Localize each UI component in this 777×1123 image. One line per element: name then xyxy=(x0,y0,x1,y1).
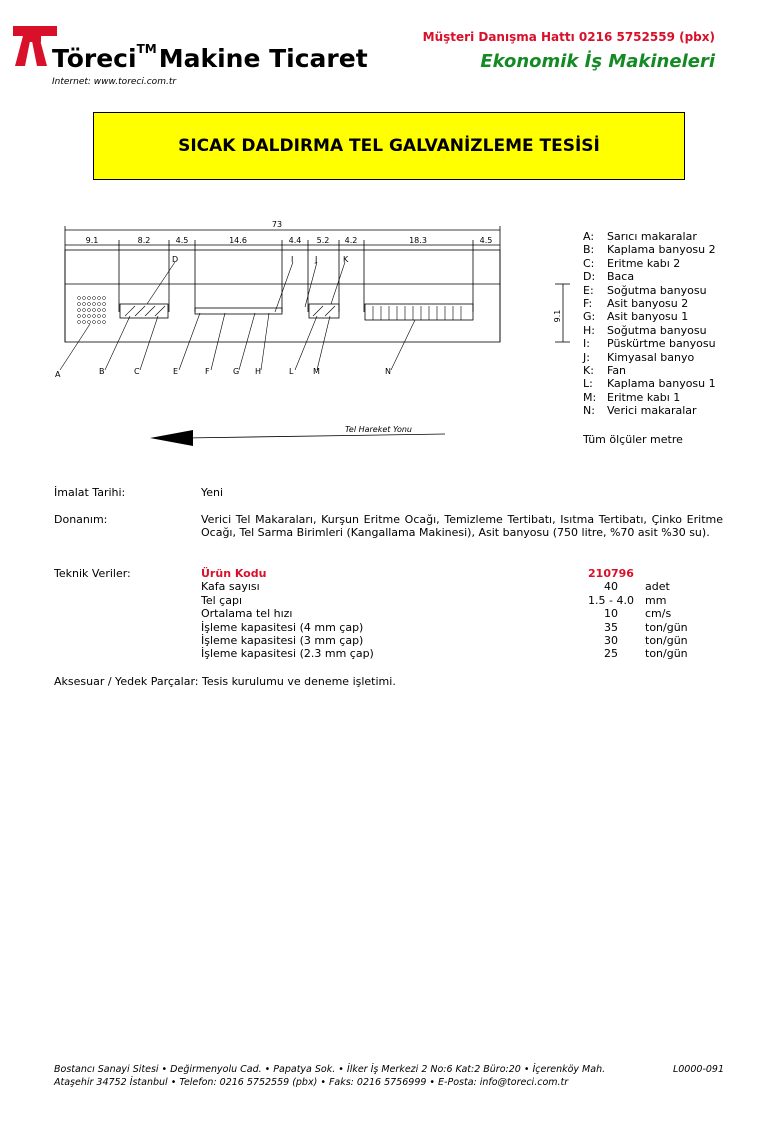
component-letter: F xyxy=(205,367,210,376)
legend-label: Kimyasal banyo xyxy=(607,350,695,364)
legend-label: Sarıcı makaralar xyxy=(607,230,697,243)
legend-label: Verici makaralar xyxy=(607,404,697,418)
product-code-row xyxy=(201,567,731,580)
legend-item xyxy=(583,310,716,323)
spec-value: 25 xyxy=(604,647,618,661)
spec-value: 1.5 - 4.0 xyxy=(588,593,634,607)
spec-value: 30 xyxy=(604,634,618,648)
accessories-text: Aksesuar / Yedek Parçalar: Tesis kurulumu ve deneme işletimi. xyxy=(54,675,396,688)
manufacture-date-value: Yeni xyxy=(201,486,224,499)
legend-label: Asit banyosu 1 xyxy=(607,310,689,324)
spec-value: 40 xyxy=(604,580,618,594)
technical-data-table xyxy=(201,567,731,661)
spec-name: Tel çapı xyxy=(201,593,242,607)
units-note: Tüm ölçüler metre xyxy=(583,433,683,446)
dimension-label: 4.5 xyxy=(175,236,189,245)
spec-unit: ton/gün xyxy=(645,634,688,648)
spec-unit: cm/s xyxy=(645,607,672,621)
manufacture-date-label: İmalat Tarihi: xyxy=(54,486,126,499)
legend-key: G: xyxy=(583,310,596,324)
component-letter: L xyxy=(289,367,294,376)
dimension-overall: 73 xyxy=(271,220,283,229)
spec-name: İşleme kapasitesi (2.3 mm çap) xyxy=(201,647,374,661)
legend-key: A: xyxy=(583,230,595,243)
legend-item xyxy=(583,337,716,350)
legend-label: Soğutma banyosu xyxy=(607,283,707,297)
trademark-mark: TM xyxy=(136,42,157,56)
product-code-label: Ürün Kodu xyxy=(201,567,267,580)
component-letter: C xyxy=(134,367,140,376)
legend-key: N: xyxy=(583,404,595,418)
table-row xyxy=(201,647,731,660)
spec-unit: mm xyxy=(645,593,667,607)
legend-key: I: xyxy=(583,337,590,351)
legend-item xyxy=(583,270,716,283)
spec-name: Kafa sayısı xyxy=(201,580,260,594)
dimension-label: 4.4 xyxy=(288,236,302,245)
legend-label: Fan xyxy=(607,364,627,378)
slogan: Ekonomik İş Makineleri xyxy=(480,51,715,72)
dimension-label: 14.6 xyxy=(229,236,247,245)
page-title: SICAK DALDIRMA TEL GALVANİZLEME TESİSİ xyxy=(93,112,685,180)
legend-key: J: xyxy=(583,350,590,364)
table-row xyxy=(201,621,731,634)
direction-label: Tel Hareket Yonu xyxy=(345,425,412,434)
legend-item xyxy=(583,404,716,417)
legend-item xyxy=(583,324,716,337)
component-letter: D xyxy=(172,255,179,264)
legend-key: F: xyxy=(583,297,593,311)
legend-key: M: xyxy=(583,390,597,404)
spec-name: İşleme kapasitesi (3 mm çap) xyxy=(201,634,364,648)
table-row xyxy=(201,594,731,607)
component-letter: J xyxy=(315,255,318,264)
spec-name: Ortalama tel hızı xyxy=(201,607,293,621)
dimension-label: 18.3 xyxy=(409,236,427,245)
legend-item xyxy=(583,243,716,256)
brand-name: Töreci™Makine Ticaret xyxy=(52,42,368,73)
component-letter: E xyxy=(173,367,179,376)
technical-data-label: Teknik Veriler: xyxy=(54,567,131,580)
legend-label: Eritme kabı 2 xyxy=(607,256,681,270)
legend-label: Kaplama banyosu 2 xyxy=(607,243,716,257)
component-letter: N xyxy=(385,367,391,376)
dimension-height: 9.1 xyxy=(553,309,562,323)
dimension-label: 5.2 xyxy=(316,236,330,245)
spec-unit: adet xyxy=(645,580,670,594)
legend-key: C: xyxy=(583,256,595,270)
company-logo-icon xyxy=(13,26,57,66)
dimension-label: 9.1 xyxy=(85,236,99,245)
spec-name: İşleme kapasitesi (4 mm çap) xyxy=(201,620,364,634)
legend-label: Püskürtme banyosu xyxy=(607,337,716,351)
dimension-label: 4.5 xyxy=(479,236,493,245)
legend-label: Baca xyxy=(607,270,635,284)
legend-key: K: xyxy=(583,364,594,378)
legend-key: D: xyxy=(583,270,596,284)
hotline-text: Müşteri Danışma Hattı 0216 5752559 (pbx) xyxy=(422,30,715,44)
legend-item xyxy=(583,257,716,270)
component-letter: G xyxy=(233,367,240,376)
table-row xyxy=(201,634,731,647)
legend-key: L: xyxy=(583,377,593,391)
product-code-value: 210796 xyxy=(588,567,634,580)
dimension-label: 4.2 xyxy=(344,236,358,245)
table-row xyxy=(201,607,731,620)
legend-item xyxy=(583,297,716,310)
legend-key: E: xyxy=(583,283,594,297)
legend-label: Asit banyosu 2 xyxy=(607,297,689,311)
component-letter: B xyxy=(99,367,105,376)
legend-item xyxy=(583,230,716,243)
component-letter: H xyxy=(255,367,262,376)
spec-value: 35 xyxy=(604,620,618,634)
legend-key: B: xyxy=(583,243,595,257)
equipment-value: Verici Tel Makaraları, Kurşun Eritme Ocağı, Temizleme Tertibatı, Isıtma Tertibatı, Çinko Eritme Ocağı, Tel Sarma Birimleri (Kangallama Makinesi), Asit banyosu (750 litre, %70 asit %30 su). xyxy=(201,513,723,540)
component-legend xyxy=(583,230,716,418)
legend-item xyxy=(583,284,716,297)
document-code: L0000-091 xyxy=(672,1064,724,1075)
legend-item xyxy=(583,351,716,364)
component-letter: A xyxy=(55,370,61,379)
legend-item xyxy=(583,377,716,390)
footer-contact: Ataşehir 34752 İstanbul • Telefon: 0216 5752559 (pbx) • Faks: 0216 5756999 • E-Posta: info@toreci.com.tr xyxy=(54,1076,569,1088)
component-letter: M xyxy=(313,367,320,376)
legend-item xyxy=(583,364,716,377)
spec-unit: ton/gün xyxy=(645,620,688,634)
table-row xyxy=(201,580,731,593)
equipment-label: Donanım: xyxy=(54,513,108,526)
legend-label: Kaplama banyosu 1 xyxy=(607,377,716,391)
component-letter: K xyxy=(343,255,349,264)
spec-value: 10 xyxy=(604,607,618,621)
component-letter: I xyxy=(291,255,294,264)
legend-key: H: xyxy=(583,323,595,337)
legend-label: Soğutma banyosu xyxy=(607,323,707,337)
footer-address: Bostancı Sanayi Sitesi • Değirmenyolu Cad. • Papatya Sok. • İlker İş Merkezi 2 No:6 Kat:2 Büro:20 • İçerenköy Mah. xyxy=(54,1064,606,1075)
spec-unit: ton/gün xyxy=(645,647,688,661)
website-link[interactable]: Internet: www.toreci.com.tr xyxy=(52,77,177,87)
dimension-label: 8.2 xyxy=(137,236,151,245)
footer xyxy=(54,1064,724,1089)
layout-drawing xyxy=(55,212,570,452)
legend-item xyxy=(583,391,716,404)
legend-label: Eritme kabı 1 xyxy=(607,390,681,404)
